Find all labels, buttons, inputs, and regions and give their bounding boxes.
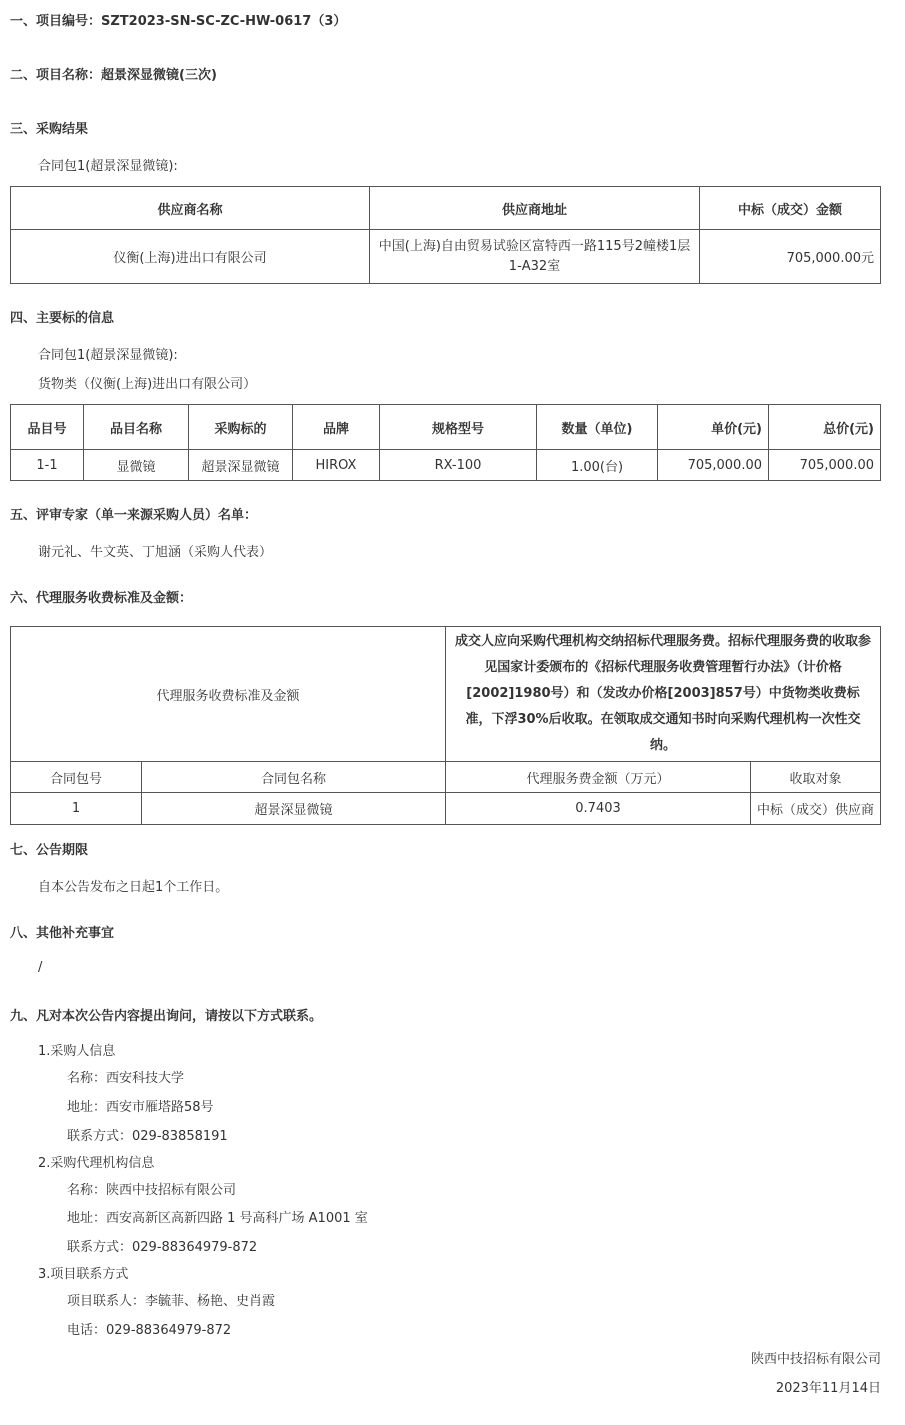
- fee-payer: 中标（成交）供应商: [751, 793, 881, 825]
- header-total-price: 总价(元): [769, 405, 881, 450]
- agent-address: 地址：西安高新区高新四路 1 号高科广场 A1001 室: [67, 1211, 368, 1226]
- section-main-item-heading: 四、主要标的信息: [10, 311, 115, 326]
- section-other-heading: 八、其他补充事宜: [10, 926, 115, 941]
- package-name: 超景深显微镜: [142, 793, 446, 825]
- quantity: 1.00(台): [537, 450, 658, 481]
- fee-standard-label: 代理服务收费标准及金额: [11, 627, 446, 762]
- header-procurement-target: 采购标的: [189, 405, 293, 450]
- header-brand: 品牌: [293, 405, 380, 450]
- agent-info-title: 2.采购代理机构信息: [38, 1156, 155, 1171]
- header-item-name: 品目名称: [84, 405, 189, 450]
- fee-standard-note: 成交人应向采购代理机构交纳招标代理服务费。招标代理服务费的收取参见国家计委颁布的《招标代理服务收费管理暂行办法》（计价格[2002]1980号）和（发改办价格[2003]857号）中货物类收费标准，下浮30%后收取。在领取成交通知书时向采购代理机构一次性交纳。: [446, 627, 881, 762]
- footer-organization: 陕西中技招标有限公司: [750, 1352, 881, 1367]
- agency-fee-table: [10, 626, 881, 825]
- buyer-name: 名称：西安科技大学: [67, 1071, 185, 1086]
- notice-period-text: 自本公告发布之日起1个工作日。: [38, 880, 229, 895]
- header-supplier-name: 供应商名称: [11, 187, 370, 230]
- table-header-row: [11, 762, 881, 793]
- package-no: 1: [11, 793, 142, 825]
- header-package-no: 合同包号: [11, 762, 142, 793]
- total-price: 705,000.00: [769, 450, 881, 481]
- buyer-info-title: 1.采购人信息: [38, 1044, 116, 1059]
- fee-standard-row: [11, 627, 881, 762]
- header-fee-payer: 收取对象: [751, 762, 881, 793]
- section-experts-heading: 五、评审专家（单一来源采购人员）名单：: [10, 508, 258, 523]
- item-package-label: 合同包1(超景深显微镜):: [38, 348, 178, 363]
- procurement-target: 超景深显微镜: [189, 450, 293, 481]
- result-table: [10, 186, 881, 284]
- model: RX-100: [380, 450, 537, 481]
- project-contact-phone: 电话：029-88364979-872: [67, 1323, 232, 1338]
- unit-price: 705,000.00: [658, 450, 769, 481]
- table-header-row: [11, 187, 881, 230]
- header-model: 规格型号: [380, 405, 537, 450]
- table-row: [11, 793, 881, 825]
- buyer-address: 地址：西安市雁塔路58号: [67, 1100, 214, 1115]
- brand: HIROX: [293, 450, 380, 481]
- item-no: 1-1: [11, 450, 84, 481]
- table-header-row: [11, 405, 881, 450]
- header-package-name: 合同包名称: [142, 762, 446, 793]
- project-name: 二、项目名称：超景深显微镜(三次): [10, 68, 217, 83]
- header-unit-price: 单价(元): [658, 405, 769, 450]
- header-fee-amount: 代理服务费金额（万元）: [446, 762, 751, 793]
- project-number: 一、项目编号：SZT2023-SN-SC-ZC-HW-0617（3）: [10, 14, 347, 29]
- header-quantity: 数量（单位): [537, 405, 658, 450]
- project-contact-title: 3.项目联系方式: [38, 1267, 129, 1282]
- result-package-label: 合同包1(超景深显微镜):: [38, 159, 178, 174]
- other-text: /: [38, 960, 43, 975]
- award-amount: 705,000.00元: [700, 230, 881, 284]
- item-name: 显微镜: [84, 450, 189, 481]
- section-notice-period-heading: 七、公告期限: [10, 843, 89, 858]
- buyer-phone: 联系方式：029-83858191: [67, 1129, 228, 1144]
- section-agency-fee-heading: 六、代理服务收费标准及金额：: [10, 591, 193, 606]
- agent-name: 名称：陕西中技招标有限公司: [67, 1183, 237, 1198]
- item-category: 货物类（仪衡(上海)进出口有限公司）: [38, 377, 257, 392]
- fee-amount: 0.7403: [446, 793, 751, 825]
- agent-phone: 联系方式：029-88364979-872: [67, 1240, 258, 1255]
- header-award-amount: 中标（成交）金额: [700, 187, 881, 230]
- table-row: [11, 230, 881, 284]
- project-contact-people: 项目联系人：李毓菲、杨艳、史肖霞: [67, 1294, 276, 1309]
- header-item-no: 品目号: [11, 405, 84, 450]
- supplier-address: 中国(上海)自由贸易试验区富特西一路115号2幢楼1层1-A32室: [370, 230, 700, 284]
- supplier-name: 仪衡(上海)进出口有限公司: [11, 230, 370, 284]
- table-row: [11, 450, 881, 481]
- header-supplier-address: 供应商地址: [370, 187, 700, 230]
- expert-names: 谢元礼、牛文英、丁旭涵（采购人代表）: [38, 545, 273, 560]
- section-procurement-result-heading: 三、采购结果: [10, 122, 89, 137]
- footer-date: 2023年11月14日: [775, 1381, 881, 1396]
- section-contact-heading: 九、凡对本次公告内容提出询问，请按以下方式联系。: [10, 1009, 323, 1024]
- items-table: [10, 404, 881, 481]
